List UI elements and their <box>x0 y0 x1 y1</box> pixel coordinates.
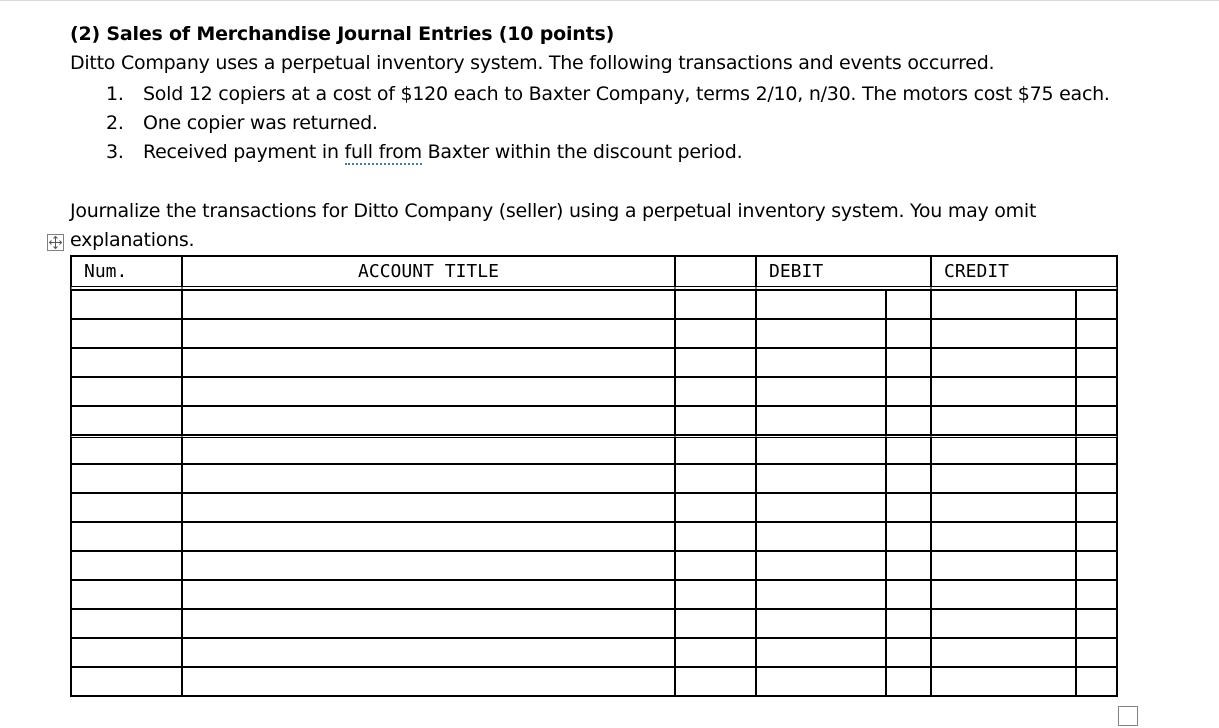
post-ref-cell[interactable] <box>675 667 756 696</box>
table-row <box>71 522 1117 551</box>
debit-cents-cell[interactable] <box>886 290 931 319</box>
table-move-handle-icon[interactable] <box>47 234 64 251</box>
account-title-cell[interactable] <box>182 580 675 609</box>
num-cell[interactable] <box>71 290 182 319</box>
credit-dollars-cell[interactable] <box>931 522 1076 551</box>
transaction-text: Sold 12 copiers at a cost of $120 each to Baxter Company, terms 2/10, n/30. The motors cost $75 each. <box>143 83 1110 105</box>
table-row <box>71 609 1117 638</box>
table-row <box>71 464 1117 493</box>
debit-dollars-cell[interactable] <box>756 464 886 493</box>
table-row <box>71 290 1117 319</box>
account-title-cell[interactable] <box>182 377 675 406</box>
account-title-cell[interactable] <box>182 290 675 319</box>
problem-heading: (2) Sales of Merchandise Journal Entries (10 points) <box>70 23 615 45</box>
credit-dollars-cell[interactable] <box>931 319 1076 348</box>
num-cell[interactable] <box>71 406 182 435</box>
credit-cents-cell[interactable] <box>1076 638 1117 667</box>
table-row <box>71 435 1117 464</box>
num-cell[interactable] <box>71 667 182 696</box>
debit-dollars-cell[interactable] <box>756 522 886 551</box>
debit-cents-cell[interactable] <box>886 377 931 406</box>
header-num: Num. <box>71 256 182 290</box>
table-row <box>71 406 1117 435</box>
debit-dollars-cell[interactable] <box>756 667 886 696</box>
header-debit: DEBIT <box>756 256 931 290</box>
post-ref-cell[interactable] <box>675 493 756 522</box>
account-title-cell[interactable] <box>182 667 675 696</box>
table-row <box>71 551 1117 580</box>
debit-cents-cell[interactable] <box>886 580 931 609</box>
credit-cents-cell[interactable] <box>1076 435 1117 464</box>
num-cell[interactable] <box>71 551 182 580</box>
credit-cents-cell[interactable] <box>1076 667 1117 696</box>
num-cell[interactable] <box>71 493 182 522</box>
debit-dollars-cell[interactable] <box>756 319 886 348</box>
debit-cents-cell[interactable] <box>886 609 931 638</box>
transaction-item-3 <box>106 141 742 163</box>
account-title-cell[interactable] <box>182 522 675 551</box>
debit-dollars-cell[interactable] <box>756 580 886 609</box>
account-title-cell[interactable] <box>182 464 675 493</box>
account-title-cell[interactable] <box>182 319 675 348</box>
credit-cents-cell[interactable] <box>1076 609 1117 638</box>
debit-cents-cell[interactable] <box>886 435 931 464</box>
credit-dollars-cell[interactable] <box>931 435 1076 464</box>
credit-dollars-cell[interactable] <box>931 290 1076 319</box>
num-cell[interactable] <box>71 464 182 493</box>
transaction-text: One copier was returned. <box>143 112 378 134</box>
credit-dollars-cell[interactable] <box>931 667 1076 696</box>
account-title-cell[interactable] <box>182 406 675 435</box>
debit-dollars-cell[interactable] <box>756 435 886 464</box>
instruction-line-2: explanations. <box>70 229 195 251</box>
transaction-number: 2. <box>106 112 124 134</box>
post-ref-cell[interactable] <box>675 348 756 377</box>
post-ref-cell[interactable] <box>675 522 756 551</box>
post-ref-cell[interactable] <box>675 319 756 348</box>
num-cell[interactable] <box>71 638 182 667</box>
account-title-cell[interactable] <box>182 493 675 522</box>
transaction-item-2 <box>106 112 378 134</box>
num-cell[interactable] <box>71 348 182 377</box>
debit-dollars-cell[interactable] <box>756 290 886 319</box>
post-ref-cell[interactable] <box>675 580 756 609</box>
journal-entry-table <box>70 255 1118 697</box>
journal-body <box>71 290 1117 696</box>
post-ref-cell[interactable] <box>675 609 756 638</box>
problem-intro: Ditto Company uses a perpetual inventory system. The following transactions and events occurred. <box>70 52 995 74</box>
table-row <box>71 377 1117 406</box>
post-ref-cell[interactable] <box>675 377 756 406</box>
transaction-item-1 <box>106 83 1110 105</box>
table-header-row <box>71 256 1117 290</box>
credit-dollars-cell[interactable] <box>931 638 1076 667</box>
post-ref-cell[interactable] <box>675 464 756 493</box>
account-title-cell[interactable] <box>182 609 675 638</box>
account-title-cell[interactable] <box>182 435 675 464</box>
table-row <box>71 348 1117 377</box>
credit-dollars-cell[interactable] <box>931 609 1076 638</box>
table-row <box>71 493 1117 522</box>
debit-dollars-cell[interactable] <box>756 551 886 580</box>
credit-cents-cell[interactable] <box>1076 319 1117 348</box>
debit-cents-cell[interactable] <box>886 493 931 522</box>
table-row <box>71 319 1117 348</box>
transaction-text-before: Received payment in <box>143 141 345 163</box>
credit-cents-cell[interactable] <box>1076 522 1117 551</box>
debit-cents-cell[interactable] <box>886 406 931 435</box>
post-ref-cell[interactable] <box>675 406 756 435</box>
debit-cents-cell[interactable] <box>886 522 931 551</box>
instruction-line-1: Journalize the transactions for Ditto Company (seller) using a perpetual inventory system. You may omit <box>70 200 1037 222</box>
num-cell[interactable] <box>71 609 182 638</box>
debit-cents-cell[interactable] <box>886 667 931 696</box>
debit-dollars-cell[interactable] <box>756 638 886 667</box>
post-ref-cell[interactable] <box>675 638 756 667</box>
credit-dollars-cell[interactable] <box>931 580 1076 609</box>
debit-dollars-cell[interactable] <box>756 348 886 377</box>
account-title-cell[interactable] <box>182 638 675 667</box>
transaction-text-after: Baxter within the discount period. <box>421 141 743 163</box>
credit-cents-cell[interactable] <box>1076 580 1117 609</box>
num-cell[interactable] <box>71 319 182 348</box>
transaction-number: 1. <box>106 83 124 105</box>
transaction-number: 3. <box>106 141 124 163</box>
debit-dollars-cell[interactable] <box>756 377 886 406</box>
credit-dollars-cell[interactable] <box>931 377 1076 406</box>
num-cell[interactable] <box>71 522 182 551</box>
header-blank <box>675 256 756 290</box>
credit-dollars-cell[interactable] <box>931 348 1076 377</box>
post-ref-cell[interactable] <box>675 290 756 319</box>
table-row <box>71 638 1117 667</box>
debit-cents-cell[interactable] <box>886 464 931 493</box>
debit-cents-cell[interactable] <box>886 348 931 377</box>
page-top-border <box>0 0 1219 1</box>
debit-cents-cell[interactable] <box>886 551 931 580</box>
credit-dollars-cell[interactable] <box>931 551 1076 580</box>
credit-cents-cell[interactable] <box>1076 377 1117 406</box>
credit-cents-cell[interactable] <box>1076 551 1117 580</box>
num-cell[interactable] <box>71 580 182 609</box>
credit-dollars-cell[interactable] <box>931 406 1076 435</box>
debit-dollars-cell[interactable] <box>756 406 886 435</box>
account-title-cell[interactable] <box>182 348 675 377</box>
post-ref-cell[interactable] <box>675 435 756 464</box>
account-title-cell[interactable] <box>182 551 675 580</box>
debit-dollars-cell[interactable] <box>756 493 886 522</box>
header-account-title: ACCOUNT TITLE <box>182 256 675 290</box>
post-ref-cell[interactable] <box>675 551 756 580</box>
credit-dollars-cell[interactable] <box>931 493 1076 522</box>
table-row <box>71 580 1117 609</box>
num-cell[interactable] <box>71 435 182 464</box>
table-resize-handle[interactable] <box>1118 706 1138 726</box>
credit-cents-cell[interactable] <box>1076 464 1117 493</box>
grammar-flagged-text[interactable]: full from <box>344 141 422 163</box>
table-row <box>71 667 1117 696</box>
credit-cents-cell[interactable] <box>1076 493 1117 522</box>
credit-cents-cell[interactable] <box>1076 406 1117 435</box>
credit-cents-cell[interactable] <box>1076 290 1117 319</box>
debit-cents-cell[interactable] <box>886 319 931 348</box>
header-credit: CREDIT <box>931 256 1117 290</box>
credit-cents-cell[interactable] <box>1076 348 1117 377</box>
debit-cents-cell[interactable] <box>886 638 931 667</box>
num-cell[interactable] <box>71 377 182 406</box>
debit-dollars-cell[interactable] <box>756 609 886 638</box>
credit-dollars-cell[interactable] <box>931 464 1076 493</box>
